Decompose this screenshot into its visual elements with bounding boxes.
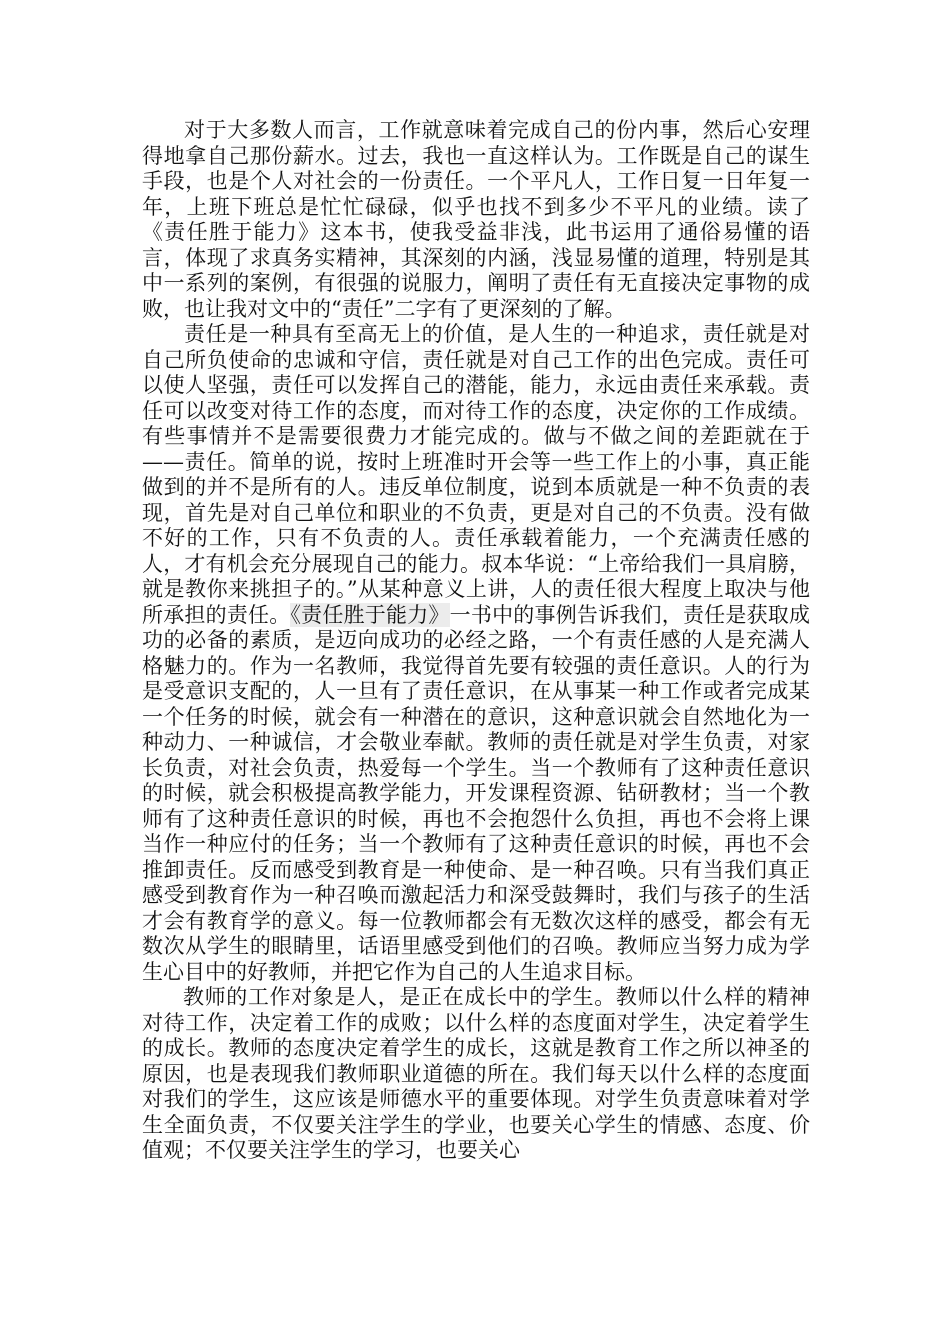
paragraph-3: 教师的工作对象是人，是正在成长中的学生。教师以什么样的精神对待工作，决定着工作的成败；以什么样的态度面对学生，决定着学生的成长。教师的态度决定着学生的成长，这就是教育工作之所以神圣的原因，也是表现我们教师职业道德的所在。我们每天以什么样的态度面对我们的学生，这应该是师德水平的重要体现。对学生负责意味着对学生全面负责，不仅要关注学生的学业，也要关心学生的情感、态度、价值观；不仅要关注学生的学习，也要关心 — [142, 985, 810, 1162]
document-body — [142, 118, 810, 1164]
paragraph-2-continued: 一书中的事例告诉我们，责任是获取成功的必备的素质，是迈向成功的必经之路，一个有责任感的人是充满人格魅力的。作为一名教师，我觉得首先要有较强的责任意识。人的行为是受意识支配的，人一旦有了责任意识，在从事某一种工作或者完成某一个任务的时候，就会有一种潜在的意识，这种意识就会自然地化为一种动力、一种诚信，才会敬业奉献。教师的责任就是对学生负责，对家长负责，对社会负责，热爱每一个学生。当一个教师有了这种责任意识的时候，就会积极提高教学能力，开发课程资源、钻研教材；当一个教师有了这种责任意识的时候，再也不会抱怨什么负担，再也不会将上课当作一种应付的任务；当一个教师有了这种责任意识的时候，再也不会推卸责任。反而感受到教育是一种使命、是一种召唤。只有当我们真正感受到教育作为一种召唤而激起活力和深受鼓舞时，我们与孩子的生活才会有教育学的意义。每一位教师都会有无数次这样的感受，都会有无数次从学生的眼睛里，话语里感受到他们的召唤。教师应当努力成为学生心目中的好教师，并把它作为自己的人生追求目标。 — [142, 602, 811, 984]
paragraph-1: 对于大多数人而言，工作就意味着完成自己的份内事，然后心安理得地拿自己那份薪水。过去，我也一直这样认为。工作既是自己的谋生手段，也是个人对社会的一份责任。一个平凡人，工作日复一日年复一年，上班下班总是忙忙碌碌，似乎也找不到多少不平凡的业绩。读了《责任胜于能力》这本书，使我受益非浅，此书运用了通俗易懂的语言，体现了求真务实精神，其深刻的内涵，浅显易懂的道理，特别是其中一系列的案例，有很强的说服力，阐明了责任有无直接决定事物的成败，也让我对文中的“责任”二字有了更深刻的了解。 — [142, 118, 810, 321]
paragraph-2-text: 责任是一种具有至高无上的价值，是人生的一种追求，责任就是对自己所负使命的忠诚和守信，责任就是对自己工作的出色完成。责任可以使人坚强，责任可以发挥自己的潜能，能力，永远由责任来承载。责任可以改变对待工作的态度，而对待工作的态度，决定你的工作成绩。有些事情并不是需要很费力才能完成的。做与不做之间的差距就在于——责任。简单的说，按时上班准时开会等一些工作上的小事，真正能做到的并不是所有的人。违反单位制度，说到本质就是一种不负责的表现，首先是对自己单位和职业的不负责，更是对自己的不负责。没有做不好的工作，只有不负责的人。责任承载着能力，一个充满责任感的人，才有机会充分展现自己的能力。叔本华说：“上帝给我们一具肩膀，就是教你来挑担子的。”从某种意义上讲，人的责任很大程度上取决与他所承担的责任。 — [142, 322, 810, 627]
book-title-highlight: 《责任胜于能力》 — [290, 602, 450, 627]
paragraph-2 — [142, 322, 810, 985]
